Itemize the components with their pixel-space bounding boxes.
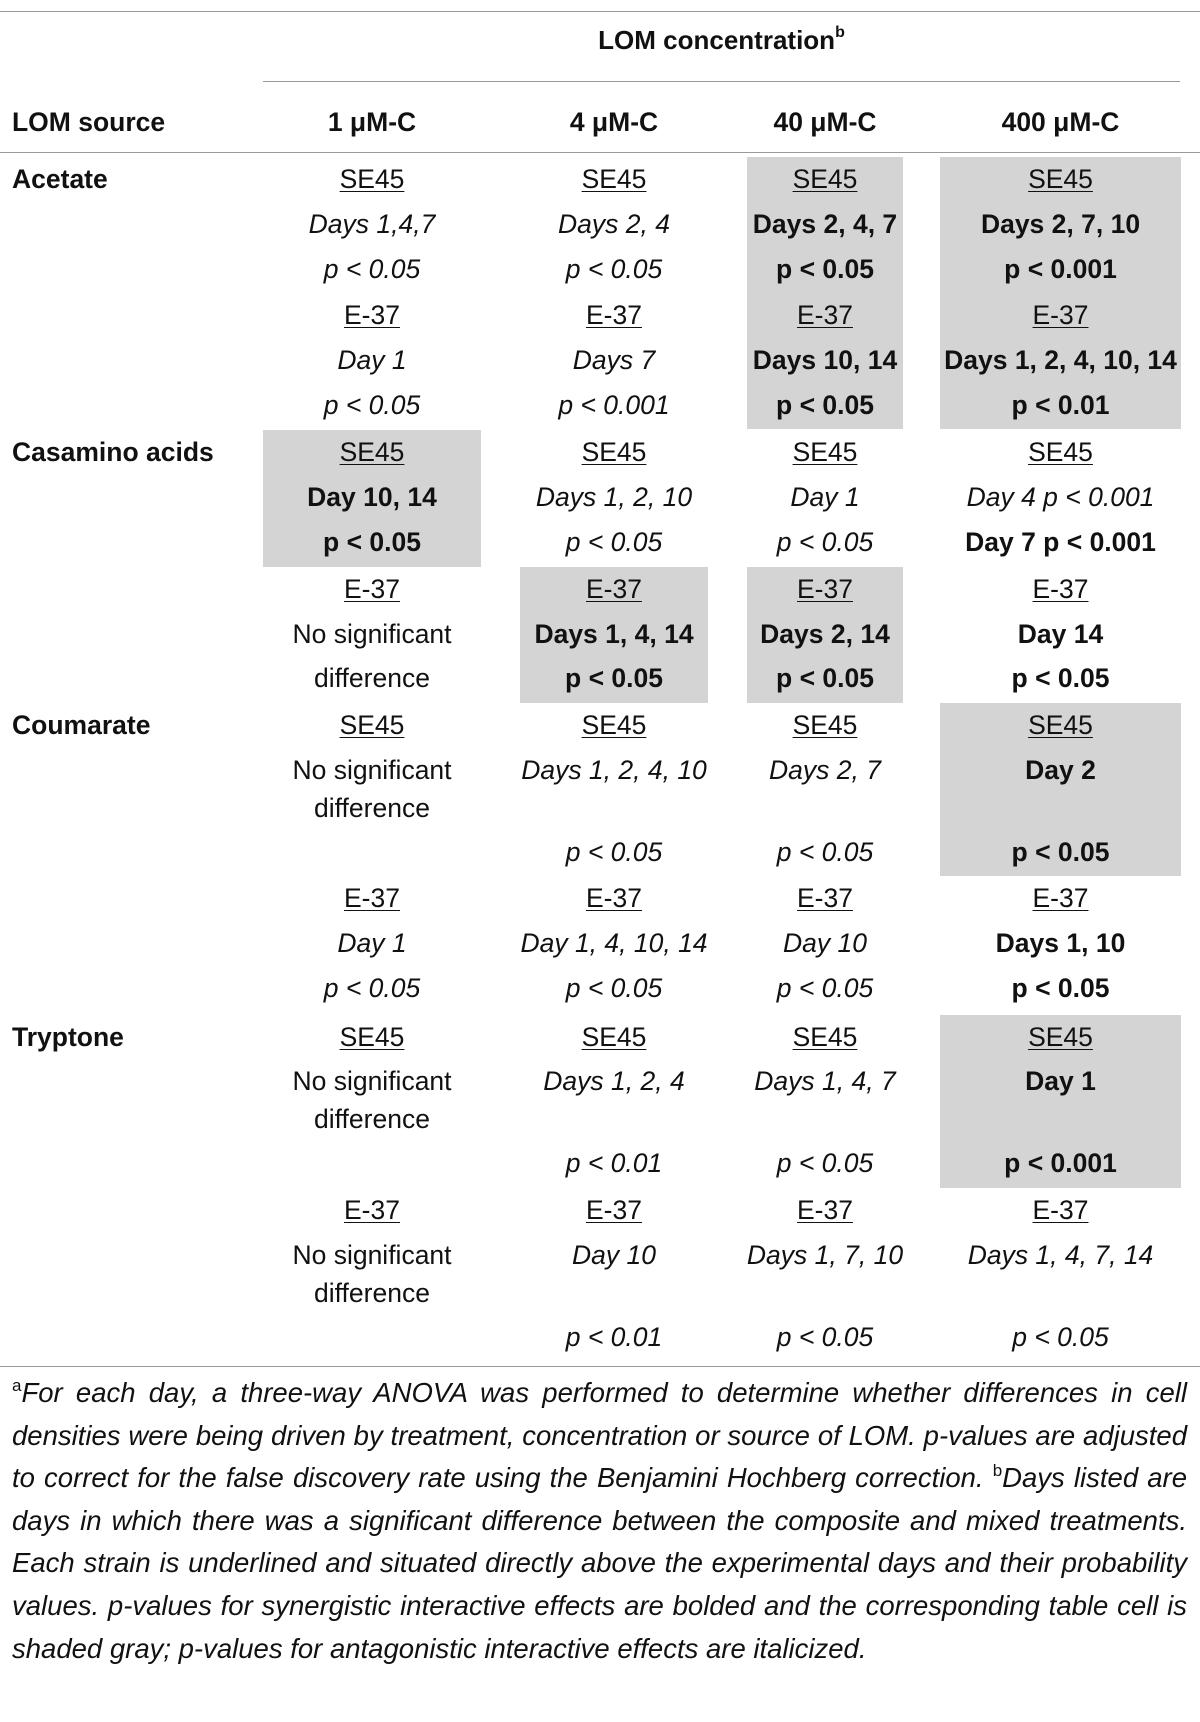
acetate-e37-strain-400um: E-37 bbox=[1032, 300, 1089, 330]
tryptone-e37-p-400um: p < 0.05 bbox=[1012, 1322, 1109, 1352]
tryptone-se45-p-4um: p < 0.01 bbox=[565, 1148, 663, 1178]
bottom-rule bbox=[0, 1366, 1200, 1367]
casamino-se45-p-40um: p < 0.05 bbox=[776, 527, 874, 557]
tryptone-e37-strain-1um: E-37 bbox=[344, 1195, 400, 1225]
coumarate-e37-strain-4um: E-37 bbox=[586, 883, 642, 913]
acetate-se45-strain-4um: SE45 bbox=[581, 164, 647, 194]
coumarate-se45-days-400um: Day 2 bbox=[1025, 755, 1096, 785]
tryptone-se45-p-400um: p < 0.001 bbox=[1004, 1148, 1117, 1178]
acetate-se45-days-40um: Days 2, 4, 7 bbox=[752, 209, 898, 239]
coumarate-se45-strain-4um: SE45 bbox=[581, 710, 647, 740]
acetate-e37-strain-40um: E-37 bbox=[797, 300, 853, 330]
footnote-mark-a: a bbox=[12, 1376, 22, 1395]
coumarate-e37-p-400um: p < 0.05 bbox=[1011, 973, 1110, 1003]
casamino-e37-strain-40um: E-37 bbox=[797, 574, 853, 604]
tryptone-e37-days-1um-line2: difference bbox=[314, 1278, 430, 1308]
acetate-e37-days-1um: Day 1 bbox=[337, 345, 407, 375]
casamino-e37-days-40um: Days 2, 14 bbox=[760, 619, 890, 649]
coumarate-e37-strain-400um: E-37 bbox=[1032, 883, 1089, 913]
acetate-se45-days-400um: Days 2, 7, 10 bbox=[980, 209, 1141, 239]
coumarate-se45-strain-400um: SE45 bbox=[1028, 710, 1093, 740]
casamino-se45-p-400um: Day 7 p < 0.001 bbox=[965, 527, 1156, 557]
coumarate-se45-p-40um: p < 0.05 bbox=[776, 837, 874, 867]
acetate-e37-days-400um: Days 1, 2, 4, 10, 14 bbox=[944, 345, 1177, 375]
column-header-1um: 1 μM-C bbox=[327, 107, 417, 137]
coumarate-e37-p-40um: p < 0.05 bbox=[776, 973, 874, 1003]
footnote-mark-b: b bbox=[992, 1461, 1003, 1481]
acetate-e37-days-4um: Days 7 bbox=[572, 345, 656, 375]
tryptone-se45-days-40um: Days 1, 4, 7 bbox=[754, 1066, 896, 1096]
coumarate-e37-p-4um: p < 0.05 bbox=[565, 973, 663, 1003]
tryptone-se45-days-1um-line2: difference bbox=[314, 1104, 430, 1134]
casamino-e37-strain-4um: E-37 bbox=[586, 574, 642, 604]
column-header-400um: 400 μM-C bbox=[1001, 107, 1120, 137]
tryptone-e37-strain-40um: E-37 bbox=[797, 1195, 853, 1225]
acetate-se45-p-400um: p < 0.001 bbox=[1004, 254, 1117, 284]
tryptone-se45-strain-40um: SE45 bbox=[792, 1022, 858, 1052]
caption-rule bbox=[263, 81, 1180, 82]
row-label-acetate: Acetate bbox=[12, 164, 108, 194]
casamino-se45-strain-40um: SE45 bbox=[792, 437, 858, 467]
tryptone-e37-p-40um: p < 0.05 bbox=[776, 1322, 874, 1352]
tryptone-se45-days-4um: Days 1, 2, 4 bbox=[543, 1066, 685, 1096]
column-header-40um: 40 μM-C bbox=[773, 107, 877, 137]
coumarate-se45-days-40um: Days 2, 7 bbox=[769, 755, 881, 785]
acetate-e37-days-40um: Days 10, 14 bbox=[752, 345, 898, 375]
tryptone-se45-days-400um: Day 1 bbox=[1025, 1066, 1096, 1096]
casamino-e37-days-400um: Day 14 bbox=[1017, 619, 1104, 649]
casamino-se45-strain-400um: SE45 bbox=[1028, 437, 1093, 467]
caption-text: LOM concentration bbox=[598, 25, 836, 55]
column-header-4um: 4 μM-C bbox=[569, 107, 659, 137]
coumarate-se45-strain-1um: SE45 bbox=[339, 710, 405, 740]
coumarate-se45-days-1um: No significant bbox=[292, 755, 452, 785]
coumarate-se45-days-4um: Days 1, 2, 4, 10 bbox=[521, 755, 707, 785]
casamino-e37-strain-400um: E-37 bbox=[1032, 574, 1089, 604]
row-label-tryptone: Tryptone bbox=[12, 1022, 124, 1052]
casamino-se45-days-40um: Day 1 bbox=[790, 482, 860, 512]
coumarate-e37-strain-1um: E-37 bbox=[344, 883, 400, 913]
acetate-e37-p-4um: p < 0.001 bbox=[558, 390, 670, 420]
acetate-se45-strain-40um: SE45 bbox=[792, 164, 858, 194]
casamino-e37-days-1um: No significant bbox=[292, 619, 452, 649]
tryptone-se45-p-40um: p < 0.05 bbox=[776, 1148, 874, 1178]
footnote-b-text: Days listed are days in which there was a significant difference between the composite and mixed treatments. Each strain is underlined and situated directly above the experimental days and their probability values. p-values for synergistic interactive effects are bolded and the corresponding table cell is shaded gray; p-values for antagonistic interactive effects are italicized. bbox=[12, 1462, 1187, 1664]
tryptone-e37-p-4um: p < 0.01 bbox=[565, 1322, 663, 1352]
casamino-e37-p-40um: p < 0.05 bbox=[776, 663, 874, 693]
acetate-e37-strain-1um: E-37 bbox=[344, 300, 400, 330]
coumarate-se45-days-1um-line2: difference bbox=[314, 793, 430, 823]
casamino-se45-strain-4um: SE45 bbox=[581, 437, 647, 467]
acetate-se45-p-4um: p < 0.05 bbox=[565, 254, 663, 284]
coumarate-se45-strain-40um: SE45 bbox=[792, 710, 858, 740]
acetate-se45-days-1um: Days 1,4,7 bbox=[308, 209, 436, 239]
coumarate-e37-p-1um: p < 0.05 bbox=[323, 973, 421, 1003]
coumarate-e37-days-1um: Day 1 bbox=[337, 928, 407, 958]
tryptone-se45-days-1um: No significant bbox=[292, 1066, 452, 1096]
acetate-e37-p-40um: p < 0.05 bbox=[776, 390, 874, 420]
acetate-e37-p-1um: p < 0.05 bbox=[323, 390, 421, 420]
tryptone-se45-strain-4um: SE45 bbox=[581, 1022, 647, 1052]
tryptone-se45-strain-1um: SE45 bbox=[339, 1022, 405, 1052]
row-label-casamino-acids: Casamino acids bbox=[12, 437, 214, 467]
acetate-se45-days-4um: Days 2, 4 bbox=[558, 209, 670, 239]
casamino-se45-days-4um: Days 1, 2, 10 bbox=[535, 482, 693, 512]
casamino-se45-days-400um: Day 4 p < 0.001 bbox=[966, 482, 1155, 512]
tryptone-e37-days-400um: Days 1, 4, 7, 14 bbox=[967, 1240, 1154, 1270]
tryptone-e37-strain-4um: E-37 bbox=[586, 1195, 642, 1225]
acetate-se45-p-1um: p < 0.05 bbox=[323, 254, 421, 284]
header-row-label: LOM source bbox=[12, 107, 166, 137]
caption-footnote-mark: b bbox=[835, 24, 845, 41]
footnote-a-text: For each day, a three-way ANOVA was performed to determine whether differences in cell densities were being driven by treatment, concentration or source of LOM. p-values are adjusted to correct for the false discovery rate using the Benjamini Hochberg correction. bbox=[12, 1377, 1187, 1494]
casamino-se45-strain-1um: SE45 bbox=[339, 437, 405, 467]
acetate-se45-strain-400um: SE45 bbox=[1028, 164, 1093, 194]
coumarate-se45-p-400um: p < 0.05 bbox=[1011, 837, 1110, 867]
casamino-e37-strain-1um: E-37 bbox=[344, 574, 400, 604]
coumarate-e37-strain-40um: E-37 bbox=[797, 883, 853, 913]
casamino-se45-p-4um: p < 0.05 bbox=[565, 527, 663, 557]
row-label-coumarate: Coumarate bbox=[12, 710, 151, 740]
header-rule bbox=[0, 152, 1200, 153]
table-caption bbox=[263, 20, 1180, 60]
coumarate-e37-days-4um: Day 1, 4, 10, 14 bbox=[520, 928, 708, 958]
tryptone-e37-days-4um: Day 10 bbox=[572, 1240, 656, 1270]
casamino-se45-p-1um: p < 0.05 bbox=[323, 527, 421, 557]
table-footnote bbox=[12, 1372, 1187, 1670]
coumarate-e37-days-40um: Day 10 bbox=[783, 928, 867, 958]
tryptone-e37-days-1um: No significant bbox=[292, 1240, 452, 1270]
casamino-se45-days-1um: Day 10, 14 bbox=[307, 482, 437, 512]
acetate-se45-p-40um: p < 0.05 bbox=[776, 254, 874, 284]
tryptone-e37-days-40um: Days 1, 7, 10 bbox=[746, 1240, 904, 1270]
acetate-se45-strain-1um: SE45 bbox=[339, 164, 405, 194]
casamino-e37-days-1um-line2: difference bbox=[314, 663, 430, 693]
acetate-e37-strain-4um: E-37 bbox=[586, 300, 642, 330]
acetate-e37-p-400um: p < 0.01 bbox=[1011, 390, 1110, 420]
top-rule bbox=[0, 11, 1200, 12]
tryptone-se45-strain-400um: SE45 bbox=[1028, 1022, 1093, 1052]
tryptone-e37-strain-400um: E-37 bbox=[1032, 1195, 1089, 1225]
coumarate-se45-p-4um: p < 0.05 bbox=[565, 837, 663, 867]
casamino-e37-p-4um: p < 0.05 bbox=[565, 663, 663, 693]
casamino-e37-days-4um: Days 1, 4, 14 bbox=[534, 619, 694, 649]
casamino-e37-p-400um: p < 0.05 bbox=[1011, 663, 1110, 693]
coumarate-e37-days-400um: Days 1, 10 bbox=[995, 928, 1126, 958]
